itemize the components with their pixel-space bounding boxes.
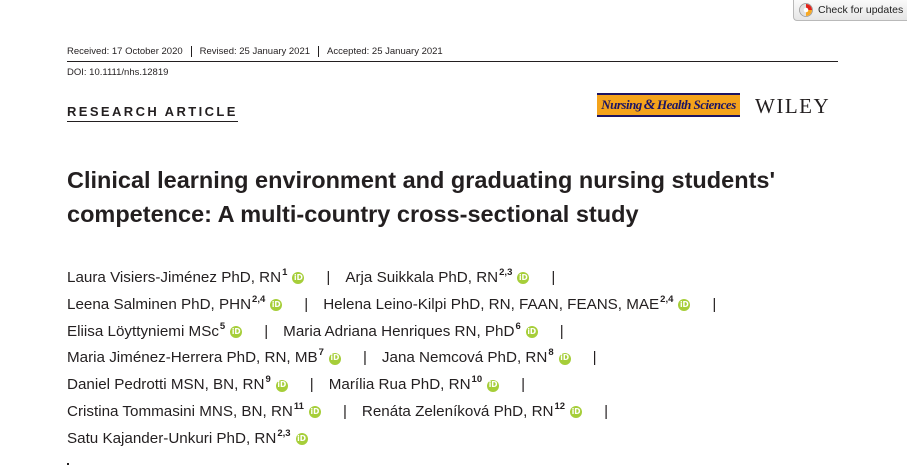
author-name: Maria Adriana Henriques RN, PhD <box>283 322 515 340</box>
orcid-icon[interactable]: iD <box>270 299 282 311</box>
author-affiliation: 2,3 <box>499 267 513 278</box>
check-for-updates-button[interactable] <box>793 0 907 21</box>
orcid-icon[interactable]: iD <box>517 272 529 284</box>
author-affiliation: 2,4 <box>252 293 266 305</box>
author-separator: | <box>326 269 331 286</box>
orcid-icon[interactable]: iD <box>678 299 690 311</box>
author-row <box>67 319 731 346</box>
author-affiliation: 8 <box>548 347 554 359</box>
orcid-icon[interactable]: iD <box>526 326 538 338</box>
author-name: Renáta Zeleníková PhD, RN <box>361 402 554 420</box>
author-name: Laura Visiers-Jiménez PhD, RN <box>67 269 282 286</box>
author-separator: | <box>592 349 597 367</box>
author-separator: | <box>309 376 314 394</box>
orcid-icon[interactable]: iD <box>570 406 582 418</box>
orcid-icon[interactable]: iD <box>309 406 321 418</box>
author-row <box>67 345 731 372</box>
author <box>67 372 288 399</box>
author-name: Arja Suikkala PhD, RN <box>345 269 499 286</box>
article-dates <box>67 46 443 57</box>
date-separator <box>191 46 192 57</box>
author-separator: | <box>304 295 309 313</box>
revised-date: Revised: 25 January 2021 <box>199 46 311 57</box>
author-affiliation: 1 <box>282 267 288 278</box>
author <box>67 265 304 292</box>
title-line-1: Clinical learning environment and graduating nursing students' <box>67 167 776 193</box>
author-separator: | <box>362 349 367 367</box>
author-affiliation: 10 <box>471 374 483 386</box>
author-name: Marília Rua PhD, RN <box>328 376 471 394</box>
accepted-date: Accepted: 25 January 2021 <box>327 46 443 57</box>
check-for-updates-icon <box>799 3 813 17</box>
author-separator: | <box>264 322 269 340</box>
author-name: Cristina Tommasini MNS, BN, RN <box>67 402 293 420</box>
author-row <box>67 372 731 399</box>
check-for-updates-label: Check for updates <box>818 4 904 16</box>
author <box>345 265 529 292</box>
author-separator: | <box>712 295 717 313</box>
publisher-logo[interactable]: WILEY <box>755 94 831 118</box>
author-name: Eliisa Löyttyniemi MSc <box>67 322 219 340</box>
author-separator: | <box>559 322 564 340</box>
author-separator: | <box>521 376 526 394</box>
orcid-icon[interactable]: iD <box>487 380 499 392</box>
author-affiliation: 7 <box>318 347 324 359</box>
author-separator: | <box>342 402 347 420</box>
author <box>67 426 308 453</box>
author <box>67 319 242 346</box>
author-affiliation: 2,4 <box>660 293 674 305</box>
orcid-icon[interactable]: iD <box>559 353 571 365</box>
author <box>362 399 582 426</box>
author-name: Daniel Pedrotti MSN, BN, RN <box>67 376 265 394</box>
page-mark <box>67 463 69 465</box>
article-title <box>67 163 857 231</box>
author-row <box>67 292 731 319</box>
author-separator: | <box>604 402 609 420</box>
author-affiliation: 5 <box>219 320 226 332</box>
author-affiliation: 2,3 <box>277 427 291 439</box>
journal-logo[interactable] <box>597 93 740 117</box>
author-separator: | <box>551 269 556 286</box>
author-list <box>67 265 731 453</box>
orcid-icon[interactable]: iD <box>296 433 308 445</box>
title-line-2: competence: A multi-country cross-sectional study <box>67 201 639 227</box>
author <box>67 292 282 319</box>
author-affiliation: 12 <box>554 400 566 412</box>
author-affiliation: 11 <box>293 400 304 412</box>
journal-ampersand: & <box>643 96 655 113</box>
author <box>323 292 690 319</box>
received-date: Received: 17 October 2020 <box>67 46 183 57</box>
orcid-icon[interactable]: iD <box>329 353 341 365</box>
author-name: Jana Nemcová PhD, RN <box>381 349 548 367</box>
author-row <box>67 426 731 453</box>
article-type-heading: RESEARCH ARTICLE <box>67 104 238 122</box>
author-row <box>67 265 731 292</box>
author <box>67 345 341 372</box>
author <box>329 372 499 399</box>
doi[interactable]: DOI: 10.1111/nhs.12819 <box>67 67 169 78</box>
author-affiliation: 9 <box>265 374 271 386</box>
orcid-icon[interactable]: iD <box>276 380 288 392</box>
author-name: Helena Leino-Kilpi PhD, RN, FAAN, FEANS, MAE <box>323 295 660 313</box>
date-separator <box>318 46 319 57</box>
orcid-icon[interactable]: iD <box>230 326 242 338</box>
author-affiliation: 6 <box>515 320 521 332</box>
journal-name-part1: Nursing <box>601 97 642 112</box>
journal-name-part2: Health Sciences <box>656 97 736 112</box>
author-name: Maria Jiménez-Herrera PhD, RN, MB <box>67 349 318 367</box>
header-rule <box>67 61 838 62</box>
author-name: Satu Kajander-Unkuri PhD, RN <box>67 429 277 447</box>
orcid-icon[interactable]: iD <box>292 272 304 284</box>
author-name: Leena Salminen PhD, PHN <box>67 295 252 313</box>
author-row <box>67 399 731 426</box>
